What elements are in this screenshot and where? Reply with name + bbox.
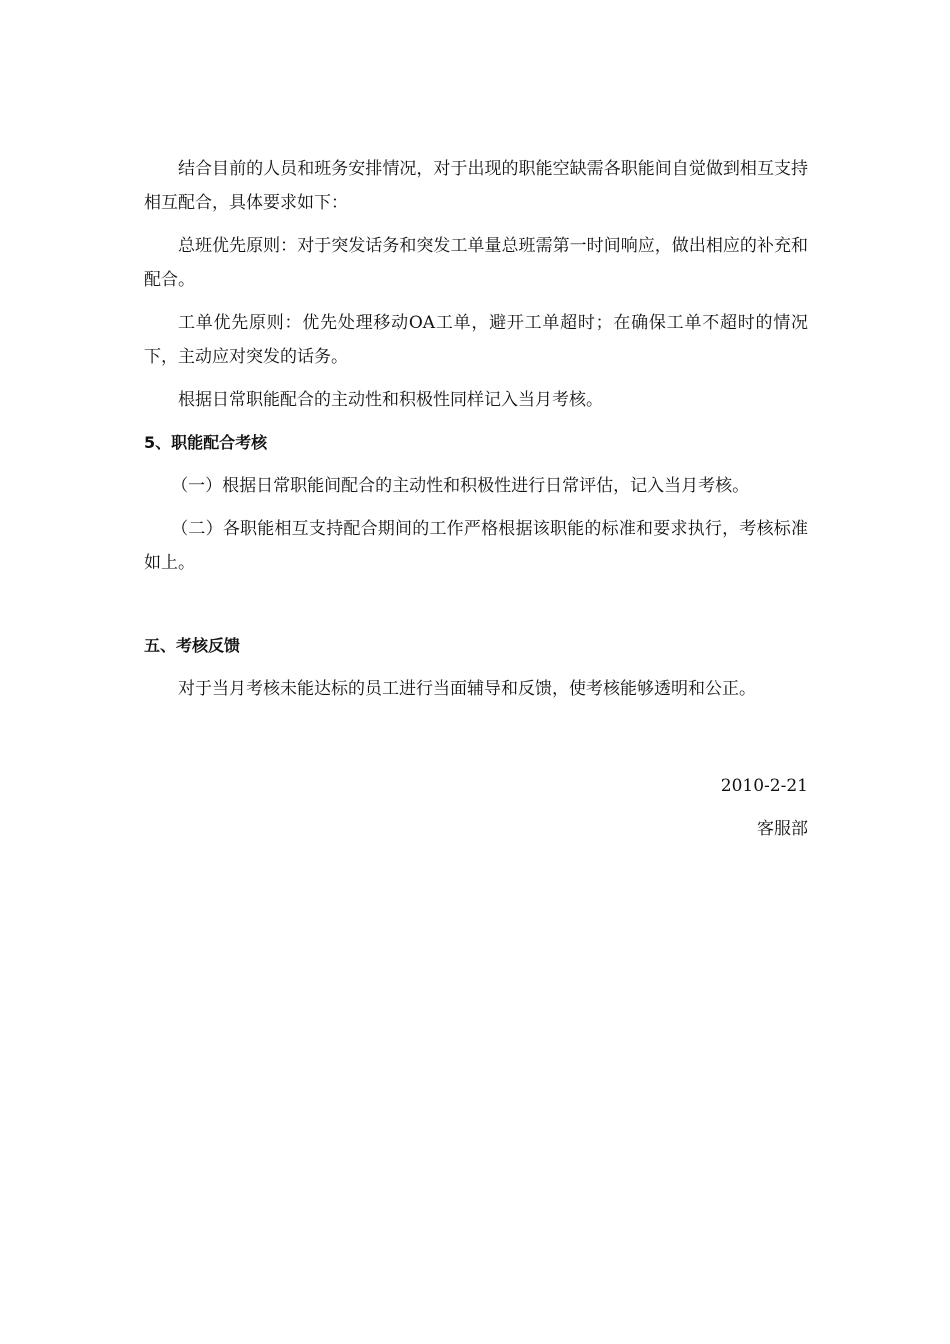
signature-date: 2010-2-21: [720, 776, 808, 796]
spacer: [144, 715, 808, 769]
paragraph-work-order-priority: 工单优先原则：优先处理移动OA工单，避开工单超时；在确保工单不超时的情况下，主动应对突发的话务。: [144, 313, 808, 367]
paragraph-assessment-note: 根据日常职能配合的主动性和积极性同样记入当月考核。: [178, 390, 603, 410]
section-five-heading: 五、考核反馈: [144, 636, 241, 655]
signature-department: 客服部: [757, 819, 808, 839]
section-5-item-2: （二）各职能相互支持配合期间的工作严格根据该职能的标准和要求执行，考核标准如上。: [144, 519, 808, 573]
document-page: [144, 152, 808, 855]
paragraph-general-shift-priority: 总班优先原则：对于突发话务和突发工单量总班需第一时间响应，做出相应的补充和配合。: [144, 236, 808, 290]
section-5-item-1: （一）根据日常职能间配合的主动性和积极性进行日常评估，记入当月考核。: [171, 476, 750, 496]
spacer: [144, 589, 808, 629]
section-five-body: 对于当月考核未能达标的员工进行当面辅导和反馈，使考核能够透明和公正。: [178, 679, 756, 699]
paragraph-intro: 结合目前的人员和班务安排情况，对于出现的职能空缺需各职能间自觉做到相互支持相互配合，具体要求如下：: [144, 159, 808, 213]
section-5-heading: 5、职能配合考核: [144, 433, 268, 452]
